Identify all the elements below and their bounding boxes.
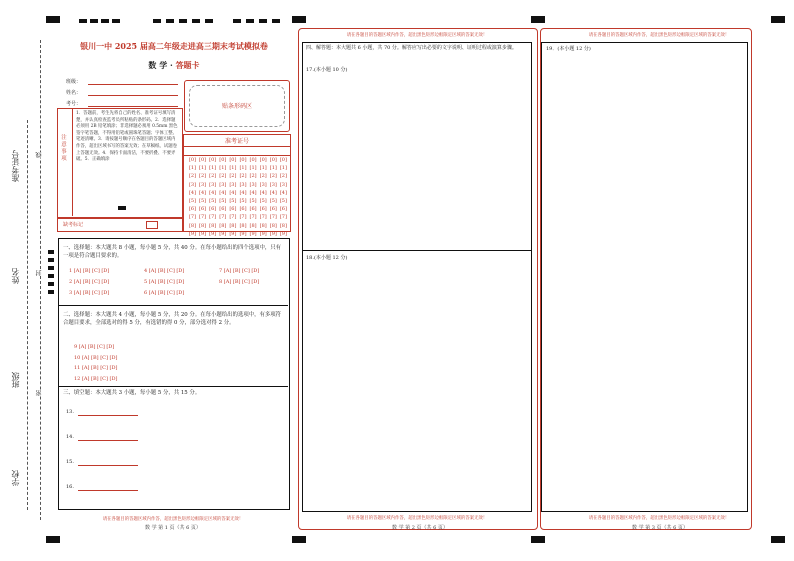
digit-bubble[interactable]: [1] <box>259 165 267 172</box>
exam-number-grid <box>183 134 291 237</box>
line-mark: 线 <box>36 152 43 158</box>
notice-title: 注意事项 <box>61 135 67 162</box>
digit-bubble[interactable]: [8] <box>199 222 207 229</box>
section4-heading: 四、解答题：本大题共 6 小题，共 70 分。解答应写出必要的文字说明、证明过程或演算步骤。 <box>306 45 517 51</box>
notice-text: 1．答题前，考生先将自己的姓名、准考证号填写清楚，并认真检查监考员所粘贴的条形码。2．选择题必须用 2B 铅笔填涂；非选择题必须用 0.5mm 黑色签字笔答题，不得用铅笔或圆珠笔答题；字体工整、笔迹清晰。3．请按题号顺序在各题目的答题区域内作答，超出区域书写的答案无效；在草稿纸、试题卷上答题无效。4．保持卡面清洁，不要折叠、不要弄破。5．正确填涂 <box>76 111 178 163</box>
digit-bubble[interactable]: [4] <box>269 189 277 196</box>
digit-bubble[interactable]: [3] <box>239 181 247 188</box>
side-class-label: 班级 <box>11 372 20 388</box>
timing-mark <box>259 19 267 23</box>
absent-mark-checkbox[interactable] <box>146 221 158 229</box>
choice-option[interactable]: 11 [A] [B] [C] [D] <box>74 365 118 372</box>
digit-bubble[interactable]: [9] <box>229 230 237 237</box>
exam-number-column[interactable] <box>239 156 248 238</box>
choice-option[interactable]: 8 [A] [B] [C] [D] <box>219 279 260 285</box>
digit-bubble[interactable]: [3] <box>249 181 257 188</box>
question19-label: 19．(本小题 12 分) <box>546 46 591 52</box>
fill-in-answer-line[interactable] <box>78 490 138 491</box>
digit-bubble[interactable]: [5] <box>259 198 267 205</box>
timing-mark <box>48 266 54 270</box>
page3-footer-notice: 请在各题目的答题区域内作答，超出黑色矩形边框限定区域的答案无效！ <box>588 516 730 521</box>
digit-bubble[interactable]: [6] <box>199 206 207 213</box>
digit-bubble[interactable]: [1] <box>249 165 257 172</box>
side-school-label: 学校 <box>11 470 20 486</box>
choice-option[interactable]: 12 [A] [B] [C] [D] <box>74 376 118 383</box>
digit-bubble[interactable]: [2] <box>259 173 267 180</box>
timing-mark <box>90 19 98 23</box>
digit-bubble[interactable]: [2] <box>269 173 277 180</box>
digit-bubble[interactable]: [9] <box>209 230 217 237</box>
digit-bubble[interactable]: [3] <box>229 181 237 188</box>
digit-bubble[interactable]: [9] <box>239 230 247 237</box>
digit-bubble[interactable]: [7] <box>209 214 217 221</box>
page2-footer-notice: 请在各题目的答题区域内作答，超出黑色矩形边框限定区域的答案无效！ <box>346 516 488 521</box>
digit-bubble[interactable]: [1] <box>219 165 227 172</box>
side-fill-line <box>27 120 28 510</box>
digit-bubble[interactable]: [7] <box>199 214 207 221</box>
answer-card-label: 答题卡 <box>175 60 200 70</box>
timing-mark <box>101 19 109 23</box>
digit-bubble[interactable]: [4] <box>279 189 287 196</box>
digit-bubble[interactable]: [8] <box>219 222 227 229</box>
digit-bubble[interactable]: [3] <box>219 181 227 188</box>
absent-mark-label: 缺考标记 <box>63 222 84 228</box>
digit-bubble[interactable]: [1] <box>239 165 247 172</box>
digit-bubble[interactable]: [7] <box>259 214 267 221</box>
digit-bubble[interactable]: [8] <box>259 222 267 229</box>
digit-bubble[interactable]: [9] <box>279 230 287 237</box>
digit-bubble[interactable]: [7] <box>229 214 237 221</box>
digit-bubble[interactable]: [7] <box>219 214 227 221</box>
digit-bubble[interactable]: [1] <box>209 165 217 172</box>
timing-mark <box>771 16 785 23</box>
class-label: 班级： <box>66 79 82 85</box>
digit-bubble[interactable]: [1] <box>269 165 277 172</box>
digit-bubble[interactable]: [2] <box>209 173 217 180</box>
timing-mark <box>112 19 120 23</box>
digit-bubble[interactable]: [0] <box>279 157 287 163</box>
digit-bubble[interactable]: [2] <box>188 173 197 180</box>
digit-bubble[interactable]: [7] <box>279 214 287 221</box>
timing-mark <box>531 16 545 23</box>
fill-in-label: 13. <box>66 409 74 415</box>
digit-bubble[interactable]: [3] <box>279 181 287 188</box>
timing-mark <box>531 536 545 543</box>
choice-option[interactable]: 5 [A] [B] [C] [D] <box>144 279 185 285</box>
timing-mark <box>292 536 306 543</box>
digit-bubble[interactable]: [5] <box>219 198 227 205</box>
digit-bubble[interactable]: [0] <box>259 157 267 163</box>
digit-bubble[interactable]: [6] <box>259 206 267 213</box>
secret-mark: 密 <box>36 390 43 396</box>
page3-footer: 数 学 第 3 页（共 6 页） <box>632 525 688 531</box>
digit-bubble[interactable]: [5] <box>269 198 277 205</box>
digit-bubble[interactable]: [0] <box>229 157 237 163</box>
digit-bubble[interactable]: [6] <box>188 206 197 213</box>
digit-bubble[interactable]: [2] <box>279 173 287 180</box>
digit-bubble[interactable]: [3] <box>259 181 267 188</box>
digit-bubble[interactable]: [0] <box>249 157 257 163</box>
side-name-label: 姓名 <box>11 268 20 284</box>
seal-mark: 封 <box>36 270 43 276</box>
digit-bubble[interactable]: [9] <box>269 230 277 237</box>
class-field[interactable] <box>88 84 178 85</box>
choice-option[interactable]: 9 [A] [B] [C] [D] <box>74 344 115 350</box>
timing-mark <box>166 19 174 23</box>
question18-label: 18.(本小题 12 分) <box>306 255 348 261</box>
exam-number-column[interactable] <box>279 156 288 238</box>
timing-mark <box>272 19 280 23</box>
fill-in-label: 16. <box>66 484 74 490</box>
digit-bubble[interactable]: [0] <box>209 157 217 163</box>
barcode-area <box>184 80 290 132</box>
page1-footer-notice: 请在各题目的答题区域内作答，超出黑色矩形边框限定区域的答案无效！ <box>102 517 244 522</box>
choice-option[interactable]: 1 [A] [B] [C] [D] <box>69 268 110 274</box>
exam-no-field[interactable] <box>88 106 178 107</box>
digit-bubble[interactable]: [2] <box>239 173 247 180</box>
timing-mark <box>46 536 60 543</box>
digit-bubble[interactable]: [6] <box>239 206 247 213</box>
digit-bubble[interactable]: [3] <box>269 181 277 188</box>
timing-mark <box>46 16 60 23</box>
digit-bubble[interactable]: [7] <box>269 214 277 221</box>
digit-bubble[interactable]: [6] <box>229 206 237 213</box>
digit-bubble[interactable]: [4] <box>188 189 197 196</box>
fill-in-answer-line[interactable] <box>78 440 138 441</box>
digit-bubble[interactable]: [4] <box>209 189 217 196</box>
choice-option[interactable]: 3 [A] [B] [C] [D] <box>69 290 110 296</box>
exam-number-column[interactable] <box>249 156 258 238</box>
digit-bubble[interactable]: [9] <box>219 230 227 237</box>
correct-fill-example <box>118 206 126 210</box>
choice-option[interactable]: 2 [A] [B] [C] [D] <box>69 279 110 285</box>
digit-bubble[interactable]: [8] <box>209 222 217 229</box>
digit-bubble[interactable]: [0] <box>219 157 227 163</box>
side-exam-number-label: 准考证号 <box>11 150 20 182</box>
page1-footer: 数 学 第 1 页（共 6 页） <box>145 525 201 531</box>
page2-top-notice: 请在各题目的答题区域内作答，超出黑色矩形边框限定区域的答案无效！ <box>346 33 488 38</box>
digit-bubble[interactable]: [7] <box>188 214 197 221</box>
digit-bubble[interactable]: [9] <box>259 230 267 237</box>
digit-bubble[interactable]: [6] <box>269 206 277 213</box>
digit-bubble[interactable]: [5] <box>209 198 217 205</box>
digit-bubble[interactable]: [0] <box>188 157 197 163</box>
timing-mark <box>48 290 54 294</box>
timing-mark <box>48 282 54 286</box>
timing-mark <box>192 19 200 23</box>
choice-option[interactable]: 4 [A] [B] [C] [D] <box>144 268 185 274</box>
section3-heading: 三、填空题：本大题共 3 小题，每小题 5 分，共 15 分。 <box>63 390 201 396</box>
question17-label: 17.(本小题 10 分) <box>306 67 348 73</box>
exam-number-column[interactable] <box>269 156 278 238</box>
digit-bubble[interactable]: [4] <box>249 189 257 196</box>
digit-bubble[interactable]: [1] <box>279 165 287 172</box>
section2-heading: 二、选择题：本大题共 4 小题，每小题 5 分，共 20 分。在每小题给出的选项中，有多项符合题目要求，全部选对的得 5 分，有选错的得 0 分，部分选对得 2 分。 <box>63 312 282 327</box>
digit-bubble[interactable]: [8] <box>279 222 287 229</box>
digit-bubble[interactable]: [8] <box>269 222 277 229</box>
digit-bubble[interactable]: [4] <box>199 189 207 196</box>
page2-footer: 数 学 第 2 页（共 6 页） <box>392 525 448 531</box>
timing-mark <box>48 250 54 254</box>
digit-bubble[interactable]: [6] <box>279 206 287 213</box>
page3-top-notice: 请在各题目的答题区域内作答，超出黑色矩形边框限定区域的答案无效！ <box>588 33 730 38</box>
exam-number-column[interactable] <box>198 156 207 238</box>
digit-bubble[interactable]: [0] <box>269 157 277 163</box>
timing-mark <box>233 19 241 23</box>
exam-number-column[interactable] <box>208 156 217 238</box>
digit-bubble[interactable]: [7] <box>249 214 257 221</box>
exam-number-column[interactable] <box>259 156 268 238</box>
digit-bubble[interactable]: [9] <box>199 230 207 237</box>
answer-area-page3 <box>541 42 748 512</box>
digit-bubble[interactable]: [5] <box>279 198 287 205</box>
digit-bubble[interactable]: [4] <box>239 189 247 196</box>
digit-bubble[interactable]: [5] <box>188 198 197 205</box>
choice-option[interactable]: 7 [A] [B] [C] [D] <box>219 268 260 274</box>
digit-bubble[interactable]: [2] <box>249 173 257 180</box>
digit-bubble[interactable]: [0] <box>239 157 247 163</box>
name-label: 姓名： <box>66 90 82 96</box>
exam-no-label: 考号： <box>66 101 82 107</box>
digit-bubble[interactable]: [3] <box>209 181 217 188</box>
digit-bubble[interactable]: [4] <box>219 189 227 196</box>
digit-bubble[interactable]: [7] <box>239 214 247 221</box>
digit-bubble[interactable]: [2] <box>219 173 227 180</box>
digit-bubble[interactable]: [5] <box>229 198 237 205</box>
absent-mark-row <box>57 218 183 232</box>
digit-bubble[interactable]: [5] <box>239 198 247 205</box>
exam-number-column[interactable] <box>218 156 227 238</box>
exam-number-title: 准考证号 <box>224 138 249 145</box>
digit-bubble[interactable]: [4] <box>259 189 267 196</box>
digit-bubble[interactable]: [3] <box>188 181 197 188</box>
fill-in-answer-line[interactable] <box>78 465 138 466</box>
timing-mark <box>48 274 54 278</box>
digit-bubble[interactable]: [1] <box>199 165 207 172</box>
digit-bubble[interactable]: [1] <box>188 165 197 172</box>
digit-bubble[interactable]: [1] <box>229 165 237 172</box>
timing-mark <box>205 19 213 23</box>
timing-mark <box>771 536 785 543</box>
digit-bubble[interactable]: [8] <box>229 222 237 229</box>
section1-heading: 一、选择题：本大题共 8 小题，每小题 5 分，共 40 分。在每小题给出的四个选项中，只有一项是符合题目要求的。 <box>63 245 282 260</box>
exam-number-column[interactable] <box>228 156 237 238</box>
digit-bubble[interactable]: [6] <box>249 206 257 213</box>
timing-mark <box>153 19 161 23</box>
digit-bubble[interactable]: [8] <box>188 222 197 229</box>
digit-bubble[interactable]: [5] <box>199 198 207 205</box>
digit-bubble[interactable]: [6] <box>219 206 227 213</box>
barcode-area-label: 贴条形码区 <box>221 103 252 110</box>
answer-card-subtitle <box>64 60 284 71</box>
fill-in-answer-line[interactable] <box>78 415 138 416</box>
digit-bubble[interactable]: [5] <box>249 198 257 205</box>
fill-in-label: 14. <box>66 434 74 440</box>
digit-bubble[interactable]: [0] <box>199 157 207 163</box>
timing-mark <box>292 16 306 23</box>
choice-option[interactable]: 10 [A] [B] [C] [D] <box>74 354 118 361</box>
fill-in-label: 15. <box>66 459 74 465</box>
digit-bubble[interactable]: [2] <box>229 173 237 180</box>
digit-bubble[interactable]: [9] <box>188 230 197 237</box>
timing-mark <box>179 19 187 23</box>
timing-mark <box>79 19 87 23</box>
digit-bubble[interactable]: [8] <box>239 222 247 229</box>
binding-cut-line <box>40 40 41 520</box>
digit-bubble[interactable]: [2] <box>199 173 207 180</box>
choice-option[interactable]: 6 [A] [B] [C] [D] <box>144 290 185 296</box>
exam-number-column[interactable] <box>188 156 197 238</box>
timing-mark <box>246 19 254 23</box>
digit-bubble[interactable]: [4] <box>229 189 237 196</box>
digit-bubble[interactable]: [3] <box>199 181 207 188</box>
answer-area-page2 <box>302 42 532 512</box>
digit-bubble[interactable]: [6] <box>209 206 217 213</box>
name-field[interactable] <box>88 95 178 96</box>
digit-bubble[interactable]: [8] <box>249 222 257 229</box>
exam-title: 银川一中 2025 届高二年级走进高三期末考试模拟卷 <box>80 41 268 51</box>
timing-mark <box>48 258 54 262</box>
digit-bubble[interactable]: [9] <box>249 230 257 237</box>
subject-label: 数 学 · <box>148 60 176 70</box>
